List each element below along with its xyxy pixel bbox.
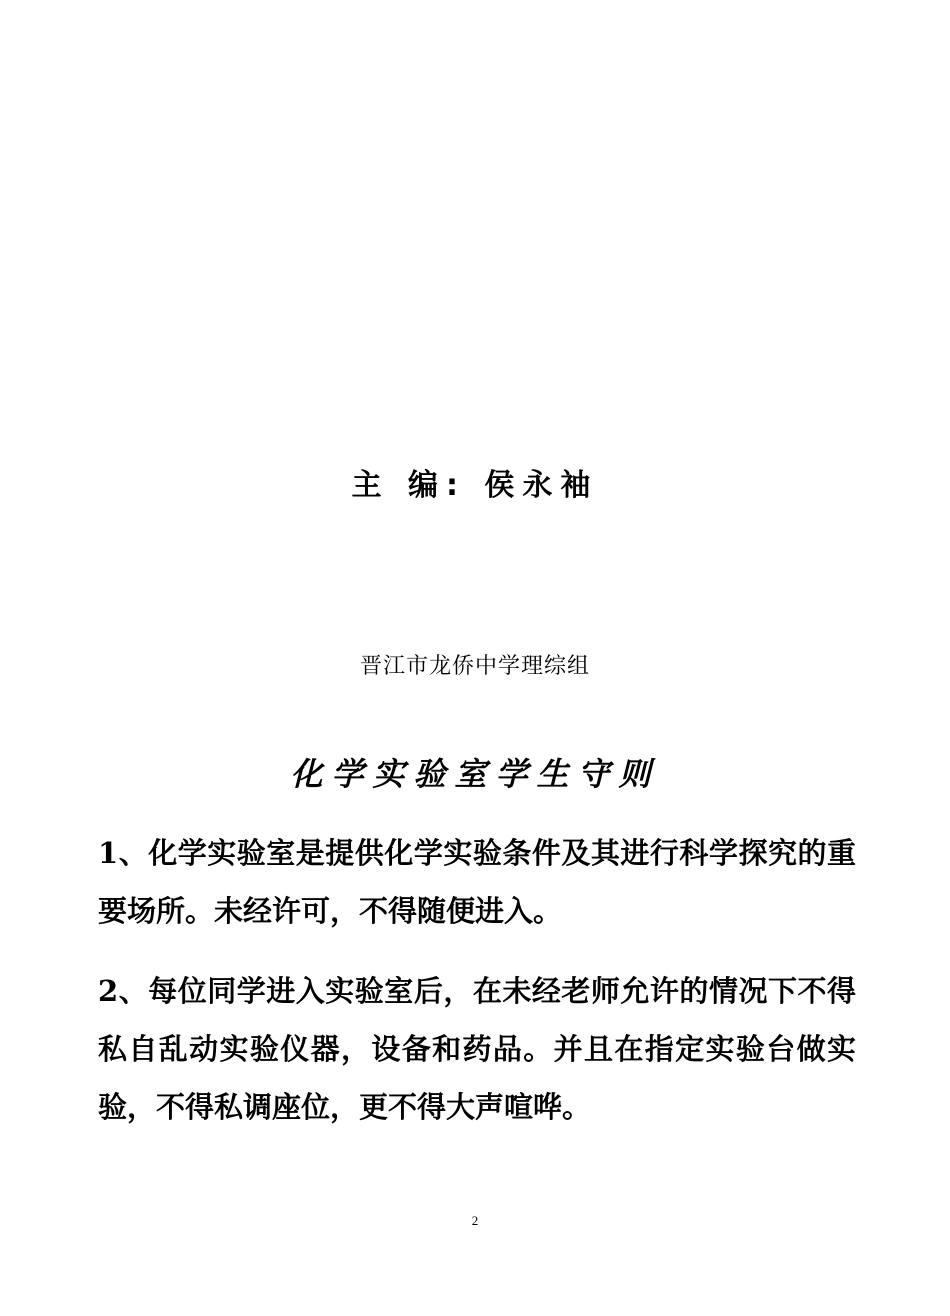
rules-title: 化学实验室学生守则	[290, 755, 660, 793]
organization-name: 晋江市龙侨中学理综组	[359, 654, 590, 679]
rule-item-1: 1、化学实验室是提供化学实验条件及其进行科学探究的重要场所。未经许可，不得随便进入。	[98, 836, 856, 928]
rule-item-2: 2、每位同学进入实验室后，在未经老师允许的情况下不得私自乱动实验仪器，设备和药品。并且在指定实验台做实验，不得私调座位，更不得大声喧哗。	[98, 974, 856, 1124]
editor-credit: 主 编: 侯永袖	[351, 468, 599, 503]
page-number: 2	[471, 1213, 479, 1228]
